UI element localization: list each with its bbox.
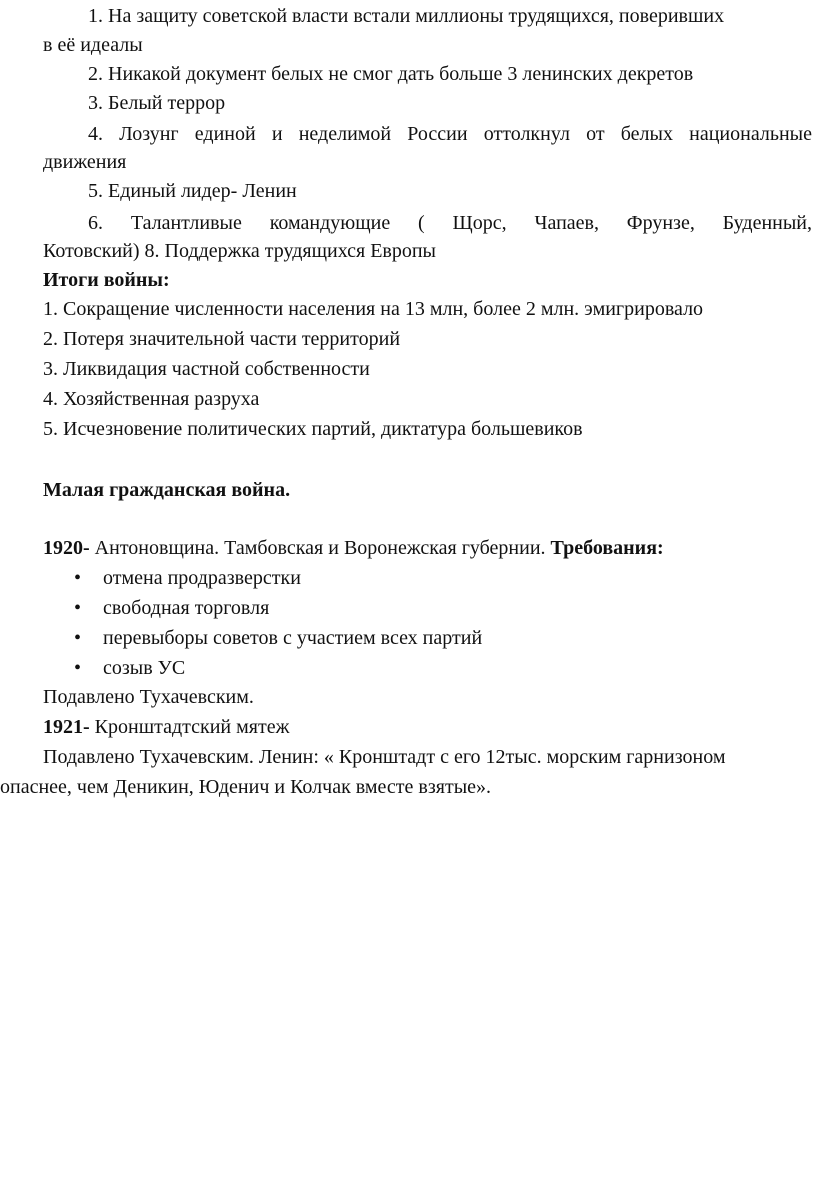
event-1920-outcome: Подавлено Тухачевским. xyxy=(43,686,254,708)
result-item-2: 2. Потеря значительной части территорий xyxy=(43,328,401,350)
factor-item-6 xyxy=(88,208,812,238)
event-text: Кронштадтский мятеж xyxy=(89,716,290,738)
factor-text: Никакой документ белых не смог дать больше 3 ленинских декретов xyxy=(108,63,694,85)
factor-item-5 xyxy=(88,179,297,203)
result-item-5: 5. Исчезновение политических партий, диктатура большевиков xyxy=(43,418,583,440)
factor-item-3 xyxy=(88,91,225,115)
event-1920 xyxy=(43,536,664,560)
factor-item-6-cont: Котовский) 8. Поддержка трудящихся Европы xyxy=(43,240,436,262)
bullet-icon: • xyxy=(74,657,82,679)
factor-item-4 xyxy=(88,119,812,149)
factor-item-2 xyxy=(88,62,693,86)
result-item-1: 1. Сокращение численности населения на 13 млн, более 2 млн. эмигрировало xyxy=(43,298,704,320)
factor-item-1 xyxy=(88,4,724,28)
result-item-4: 4. Хозяйственная разруха xyxy=(43,388,260,410)
factor-text: Талантливые командующие ( Щорс, Чапаев, Фрунзе, Буденный, xyxy=(130,212,812,234)
event-1921-outcome: Подавлено Тухачевским. Ленин: « Кронштадт с его 12тыс. морским гарнизоном xyxy=(43,746,726,768)
factor-text: Единый лидер- Ленин xyxy=(108,180,297,202)
event-1921-outcome-cont: опаснее, чем Деникин, Юденич и Колчак вместе взятые». xyxy=(0,776,492,798)
demand-item-1: отмена продразверстки xyxy=(103,567,301,589)
small-war-heading: Малая гражданская война. xyxy=(43,479,291,501)
demand-item-2: свободная торговля xyxy=(103,597,270,619)
bullet-icon: • xyxy=(74,597,82,619)
event-year: 1921- xyxy=(43,716,90,738)
demand-item-3: перевыборы советов с участием всех партий xyxy=(103,627,483,649)
factor-number: 3. xyxy=(88,92,103,114)
factor-number: 4. xyxy=(88,123,103,145)
demands-label: Требования: xyxy=(550,537,664,559)
factor-number: 1. xyxy=(88,5,103,27)
factor-number: 2. xyxy=(88,63,103,85)
event-1921 xyxy=(43,715,289,739)
bullet-icon: • xyxy=(74,627,82,649)
factor-number: 6. xyxy=(88,212,103,234)
factor-text: Лозунг единой и неделимой России оттолкнул от белых национальные xyxy=(119,123,812,145)
event-year: 1920- xyxy=(43,537,90,559)
result-item-3: 3. Ликвидация частной собственности xyxy=(43,358,370,380)
factor-number: 5. xyxy=(88,180,103,202)
bullet-icon: • xyxy=(74,567,82,589)
event-text: Антоновщина. Тамбовская и Воронежская губернии. xyxy=(89,537,551,559)
demand-item-4: созыв УС xyxy=(103,657,186,679)
factor-text: Белый террор xyxy=(108,92,226,114)
factor-item-1-cont: в её идеалы xyxy=(43,34,143,56)
factor-text: На защиту советской власти встали миллионы трудящихся, поверивших xyxy=(108,5,725,27)
factor-item-4-cont: движения xyxy=(43,151,127,173)
results-heading: Итоги войны: xyxy=(43,269,170,291)
